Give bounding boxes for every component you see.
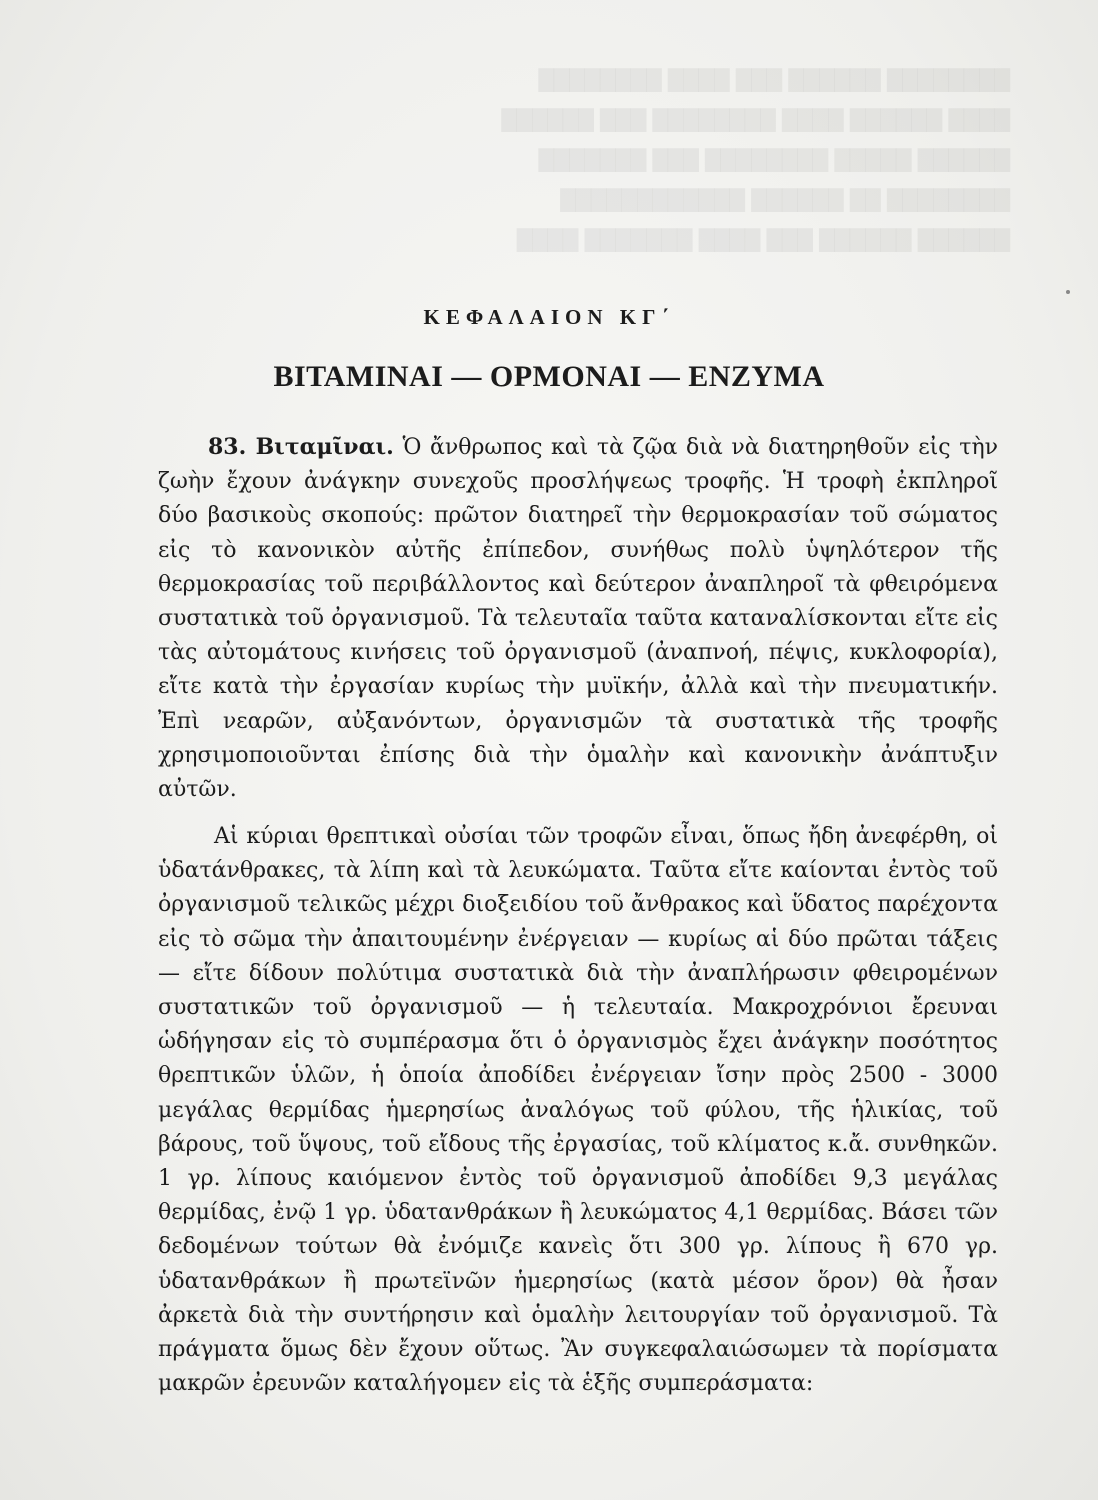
paragraph-1-text: Ὁ ἄνθρωπος καὶ τὰ ζῷα διὰ νὰ διατηρηθοῦν εἰς τὴν ζωὴν ἔχουν ἀνάγκην συνεχοῦς προσλήψεως τροφῆς. Ἡ τροφὴ ἐκπληροῖ δύο βασικοὺς σκοπούς: πρῶτον διατηρεῖ τὴν θερμοκρασίαν τοῦ σώματος εἰς τὸ κανονικὸν αὐτῆς ἐπίπεδον, συνήθως πολὺ ὑψηλότερον τῆς θερμοκρασίας τοῦ περιβάλλοντος καὶ δεύτερον ἀναπληροῖ τὰ φθειρόμενα συστατικὰ τοῦ ὀργανισμοῦ. Τὰ τελευταῖα ταῦτα καταναλίσκονται εἴτε εἰς τὰς αὐτομάτους κινήσεις τοῦ ὀργανισμοῦ (ἀναπνοή, πέψις, κυκλοφορία), εἴτε κατὰ τὴν ἐργασίαν κυρίως τὴν μυϊκήν, ἀλλὰ καὶ τὴν πνευματικήν. Ἐπὶ νεαρῶν, αὐξανόντων, ὀργανισμῶν τὰ συστατικὰ τῆς τροφῆς χρησιμοποιοῦνται ἐπίσης διὰ τὴν ὁμαλὴν καὶ κανονικὴν ἀνάπτυξιν αὐτῶν.	[158, 435, 998, 803]
paragraph-vitamins-intro	[158, 430, 998, 807]
section-heading: 83. Βιταμῖναι.	[208, 434, 394, 460]
bleed-through-shadow: ████████ ██████ ███ ████ ████████ ████ ██████ ████ ████████ ███ ██████ ██████ █████ ████████ ███ ███████ ████████ ██ ██████ ████████████ ██████ ██████ ███ ████ ███████ ████	[501, 68, 1010, 252]
chapter-title: ΒΙΤΑΜΙΝΑΙ — ΟΡΜΟΝΑΙ — ΕΝΖΥΜΑ	[273, 360, 825, 393]
paper-speck	[1066, 290, 1070, 294]
paragraph-2-text: Αἱ κύριαι θρεπτικαὶ οὐσίαι τῶν τροφῶν εἶναι, ὅπως ἤδη ἀνεφέρθη, οἱ ὑδατάνθρακες, τὰ λίπη καὶ τὰ λευκώματα. Ταῦτα εἴτε καίονται ἐντὸς τοῦ ὀργανισμοῦ τελικῶς μέχρι διοξειδίου τοῦ ἄνθρακος καὶ ὕδατος παρέχοντα εἰς τὸ σῶμα τὴν ἀπαιτουμένην ἐνέργειαν — κυρίως αἱ δύο πρῶται τάξεις — εἴτε δίδουν πολύτιμα συστατικὰ διὰ τὴν ἀναπλήρωσιν φθειρομένων συστατικῶν τοῦ ὀργανισμοῦ — ἡ τελευταία. Μακροχρόνιοι ἔρευναι ὡδήγησαν εἰς τὸ συμπέρασμα ὅτι ὁ ὀργανισμὸς ἔχει ἀνάγκην ποσότητος θρεπτικῶν ὑλῶν, ἡ ὁποία ἀποδίδει ἐνέργειαν ἴσην πρὸς 2500 - 3000 μεγάλας θερμίδας ἡμερησίως ἀναλόγως τοῦ φύλου, τῆς ἡλικίας, τοῦ βάρους, τοῦ ὕψους, τοῦ εἴδους τῆς ἐργασίας, τοῦ κλίματος κ.ἄ. συνθηκῶν. 1 γρ. λίπους καιόμενον ἐντὸς τοῦ ὀργανισμοῦ ἀποδίδει 9,3 μεγάλας θερμίδας, ἐνῷ 1 γρ. ὑδατανθράκων ἢ λευκώματος 4,1 θερμίδας. Βάσει τῶν δεδομένων τούτων θὰ ἐνόμιζε κανεὶς ὅτι 300 γρ. λίπους ἢ 670 γρ. ὑδατανθράκων ἢ πρωτεϊνῶν ἡμερησίως (κατὰ μέσον ὅρον) θὰ ἦσαν ἀρκετὰ διὰ τὴν συντήρησιν καὶ ὁμαλὴν λειτουργίαν τοῦ ὀργανισμοῦ. Τὰ πράγματα ὅμως δὲν ἔχουν οὕτως. Ἂν συγκεφαλαιώσωμεν τὰ πορίσματα μακρῶν ἐρευνῶν καταλήγομεν εἰς τὰ ἑξῆς συμπεράσματα:	[158, 824, 998, 1397]
chapter-label: ΚΕΦΑΛΑΙΟΝ ΚΓ΄	[423, 305, 675, 329]
paragraph-nutrients	[158, 820, 998, 1401]
